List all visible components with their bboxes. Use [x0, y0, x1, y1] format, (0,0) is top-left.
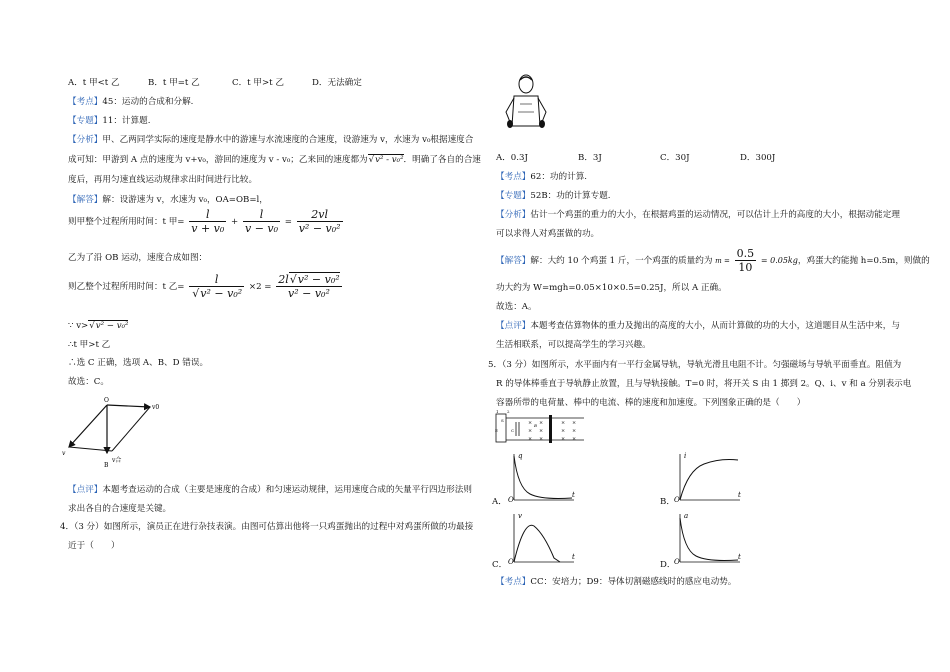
field-cross: × [528, 436, 533, 442]
jieda-text: 解：设游速为 v，水速为 v₀，OA=OB=l， [102, 195, 268, 205]
fraction-den: v² − v₀² [287, 287, 330, 300]
sqrt-expression: √ v² − v₀² [88, 320, 128, 331]
yi-equation [68, 270, 344, 304]
times-two: ×2 = [248, 282, 272, 292]
left-dianping-line1 [68, 484, 472, 496]
dianping-text: 本题考查估算物体的重力及抛出的高度的大小，从而计算做的功的大小，这道题目从生活中来，与 [530, 321, 900, 331]
right-answer: 故选：A。 [496, 302, 537, 312]
because-prefix: ∵ v> [68, 321, 89, 331]
dianping-text: 本题考查运动的合成（主要是速度的合成）和匀速运动规律，运用速度合成的矢量平行四边形法则 [102, 485, 472, 495]
graph-a-label: A． [492, 497, 507, 507]
kaodian-text: 62：功的计算. [530, 172, 588, 182]
graph-a-xlabel: t [572, 491, 575, 499]
q4-option-b: B．3J [578, 153, 602, 163]
right-fenxi-line1 [496, 209, 900, 221]
fenxi-text: 估计一个鸡蛋的重力的大小，在根据鸡蛋的运动情况，可以估计上升的高度的大小，根据动能定理 [530, 210, 900, 220]
q3-option-c: C．t 甲>t 乙 [232, 78, 284, 88]
fenxi-text: 成可知：甲游到 A 点的速度为 v+v₀，游回的速度为 v - v₀；乙来回的速度都为 [68, 155, 368, 165]
right-jieda-line2: 功大约为 W=mgh=0.05×10×0.5=0.25J，所以 A 正确。 [496, 283, 727, 293]
left-fenxi-line2 [68, 154, 481, 166]
fenxi-tag: 【分析】 [68, 135, 103, 145]
mass-value: = 0.05kg [760, 256, 798, 265]
q3-option-a: A．t 甲<t 乙 [68, 78, 120, 88]
left-zhuanti [68, 115, 150, 127]
q4-line1: 4．（3 分）如图所示，演员正在进行杂技表演。由图可估算出他将一只鸡蛋抛出的过程中对鸡蛋所做的功最接 [60, 522, 474, 532]
graph-d-label: D． [660, 560, 676, 570]
juggler-figure [500, 74, 552, 136]
q4-option-c: C．30J [660, 153, 690, 163]
label-b: B [534, 423, 537, 428]
dianping-tag: 【点评】 [496, 321, 531, 331]
fraction-den: 10 [738, 261, 753, 274]
fraction-den: v − v₀ [244, 222, 279, 235]
left-fenxi-line3: 度后，再用匀速直线运动规律求出时间进行比较。 [68, 175, 258, 185]
field-cross: × [561, 420, 566, 426]
circuit-diagram [494, 410, 590, 446]
right-jieda [496, 243, 930, 279]
fenxi-text: 甲、乙两同学实际的速度是静水中的游速与水流速度的合速度，设游速为 v，水速为 v₀根据速度合 [102, 135, 474, 145]
field-cross: × [528, 420, 533, 426]
kaodian-tag: 【考点】 [496, 577, 531, 587]
equation-prefix: 则乙整个过程所用时间：t 乙= [68, 282, 185, 292]
label-c: C [511, 428, 515, 433]
fraction [243, 208, 280, 235]
velocity-diagram [60, 395, 170, 473]
graph-b [674, 452, 744, 504]
equation-prefix: 则甲整个过程所用时间：t 甲= [68, 217, 185, 227]
jieda-tag: 【解答】 [68, 195, 103, 205]
graph-a [508, 452, 578, 504]
fraction-num: l [189, 273, 244, 287]
sqrt-expression: √ v² - v₀² [368, 154, 404, 165]
kaodian-text: 45：运动的合成和分解. [102, 97, 194, 107]
graph-c-xlabel: t [572, 553, 575, 561]
fraction [189, 273, 244, 300]
graph-b-ylabel: i [684, 452, 687, 460]
zhuanti-text: 52B：功的计算专题. [530, 191, 611, 201]
sqrt-expression: √ v² − v₀² [191, 286, 242, 300]
label-s: S [501, 418, 504, 423]
right-kaodian [496, 171, 587, 183]
fraction-num: l [243, 208, 280, 222]
fenxi-tag: 【分析】 [496, 210, 531, 220]
fraction [276, 273, 341, 300]
right-dianping-line1 [496, 320, 900, 332]
because-line [68, 320, 128, 332]
kaodian-tag: 【考点】 [496, 172, 531, 182]
answer-line: 故选：C。 [68, 377, 109, 387]
q3-option-b: B．t 甲=t 乙 [148, 78, 200, 88]
field-cross: × [528, 428, 533, 434]
plus-sign: + [231, 217, 239, 227]
jieda-tag: 【解答】 [496, 256, 531, 266]
graph-c [508, 512, 578, 566]
label-1: 1 [496, 409, 499, 414]
sqrt-expression: √ v² − v₀² [289, 272, 340, 286]
zhuanti-tag: 【专题】 [496, 191, 531, 201]
graph-a-origin: O [508, 496, 514, 504]
label-2: 2 [507, 409, 510, 414]
left-kaodian [68, 96, 193, 108]
kaodian-tag: 【考点】 [68, 97, 103, 107]
fraction-num: 2vl [297, 208, 343, 222]
fraction [297, 208, 343, 235]
field-cross: × [572, 436, 577, 442]
q4-line2: 近于（ ） [68, 541, 120, 551]
graph-b-xlabel: t [738, 491, 741, 499]
right-zhuanti [496, 190, 611, 202]
q5-line1: 5．（3 分）如图所示，水平面内有一平行金属导轨，导轨光滑且电阻不计。匀强磁场与导轨平面垂直。阻值为 [488, 360, 902, 370]
jia-equation [68, 207, 345, 237]
graph-d-ylabel: a [684, 512, 689, 520]
graph-d-xlabel: t [738, 553, 741, 561]
jieda-text: ，鸡蛋大约能抛 h=0.5m，则做的 [797, 256, 930, 266]
left-jieda [68, 194, 268, 206]
label-o: O [104, 397, 109, 404]
field-cross: × [572, 420, 577, 426]
fraction-num: l [189, 208, 226, 222]
q4-option-a: A．0.3J [496, 153, 528, 163]
fraction-num-coef: 2l [278, 273, 289, 286]
field-cross: × [561, 436, 566, 442]
zhuanti-tag: 【专题】 [68, 116, 103, 126]
fraction-den: v² − v₀² [298, 222, 341, 235]
graph-d [674, 512, 744, 566]
fenxi-text: ．明确了各自的合速 [403, 155, 481, 165]
fraction [189, 208, 226, 235]
left-dianping-line2: 求出各自的合速度是关键。 [68, 504, 172, 514]
fraction-num: 0.5 [736, 247, 755, 260]
fraction [735, 247, 757, 274]
graph-c-label: C． [492, 560, 508, 570]
mass-symbol: m = [715, 257, 730, 265]
fraction-den [189, 287, 244, 300]
equals-sign: = [284, 217, 292, 227]
q5-line2: R 的导体棒垂直于导轨静止放置，且与导轨接触。T=0 时，将开关 S 由 1 掷到 2。Q、i、v 和 a 分别表示电 [496, 379, 912, 389]
label-v0: v0 [152, 404, 160, 411]
graph-b-origin: O [674, 496, 680, 504]
label-e: E [495, 428, 498, 433]
label-b: B [104, 462, 109, 469]
right-kaodian2 [496, 576, 736, 588]
fraction-num [276, 273, 341, 287]
label-vhe: v合 [112, 457, 122, 464]
field-cross: × [572, 428, 577, 434]
field-cross: × [539, 428, 544, 434]
q4-option-d: D．300J [740, 153, 776, 163]
right-fenxi-line2: 可以求得人对鸡蛋做的功。 [496, 229, 600, 239]
graph-c-origin: O [508, 558, 514, 566]
choose-line: ∴选 C 正确，选项 A、B、D 错误。 [68, 358, 209, 368]
field-cross: × [539, 436, 544, 442]
field-cross: × [539, 420, 544, 426]
field-cross: × [561, 428, 566, 434]
graph-b-label: B． [660, 497, 675, 507]
graph-c-ylabel: v [518, 512, 522, 520]
kaodian-text: CC：安培力；D9：导体切割磁感线时的感应电动势。 [530, 577, 737, 587]
jieda-text: 解：大约 10 个鸡蛋 1 斤，一个鸡蛋的质量约为 [530, 256, 713, 266]
left-fenxi-line1 [68, 134, 473, 146]
q3-option-d: D．无法确定 [312, 78, 362, 88]
therefore-line: ∴t 甲>t 乙 [68, 340, 111, 350]
right-dianping-line2: 生活相联系，可以提高学生的学习兴趣。 [496, 340, 651, 350]
zhuanti-text: 11：计算题. [102, 116, 151, 126]
graph-d-origin: O [674, 558, 680, 566]
graph-a-ylabel: q [518, 452, 523, 460]
label-v: v [62, 450, 66, 457]
fraction-den: v + v₀ [191, 222, 225, 235]
dianping-tag: 【点评】 [68, 485, 103, 495]
yi-intro: 乙为了沿 OB 运动，速度合成如图： [68, 253, 208, 263]
q5-line3: 容器所带的电荷量、棒中的电流、棒的速度和加速度。下列图象正确的是（ ） [496, 398, 806, 408]
